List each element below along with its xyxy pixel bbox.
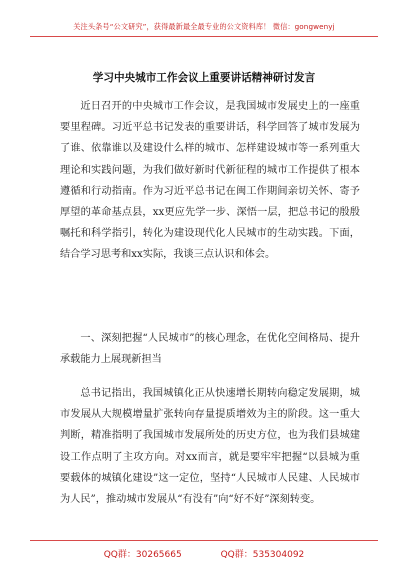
intro-paragraph: 近日召开的中央城市工作会议，是我国城市发展史上的一座重要里程碑。习近平总书记发表的重要讲话，科学回答了城市发展为了谁、依靠谁以及建设什么样的城市、怎样建设城市等一系列重大理论和实践问题，为我们做好新时代新征程的城市工作提供了根本遵循和行动指南。作为习近平总书记在闽工作期间亲切关怀、寄予厚望的革命基点县，xx更应先学一步、深悟一层，把总书记的殷殷嘱托和科学指引，转化为建设现代化人民城市的生动实践。下面，结合学习思考和xx实际，我谈三点认识和体会。	[60, 101, 360, 261]
footer	[0, 547, 408, 560]
header-banner: 关注头条号“公文研究”，获得最新最全最专业的公文资料库！ 微信：gongwenyj	[73, 22, 335, 31]
section-heading-paragraph: 一、深刻把握“人民城市”的核心理念，在优化空间格局、提升承载能力上展现新担当	[60, 333, 360, 366]
document-title: 学习中央城市工作会议上重要讲话精神研讨发言	[92, 72, 316, 84]
footer-qq-group-1: QQ群：30265665	[103, 550, 182, 560]
footer-divider	[30, 540, 378, 541]
body-paragraph: 总书记指出，我国城镇化正从快速增长期转向稳定发展期，城市发展从大规模增量扩张转向存量提质增效为主的阶段。这一重大判断，精准指明了我国城市发展所处的历史方位，也为我们县城建设工作点明了主攻方向。对xx而言，就是要牢牢把握“以县城为重要载体的城镇化建设”这一定位，坚持“人民城市人民建、人民城市为人民”，推动城市发展从“有没有”向“好不好”深刻转变。	[60, 388, 360, 506]
footer-qq-group-2: QQ群：535304092	[220, 550, 305, 560]
header-divider	[30, 36, 378, 37]
